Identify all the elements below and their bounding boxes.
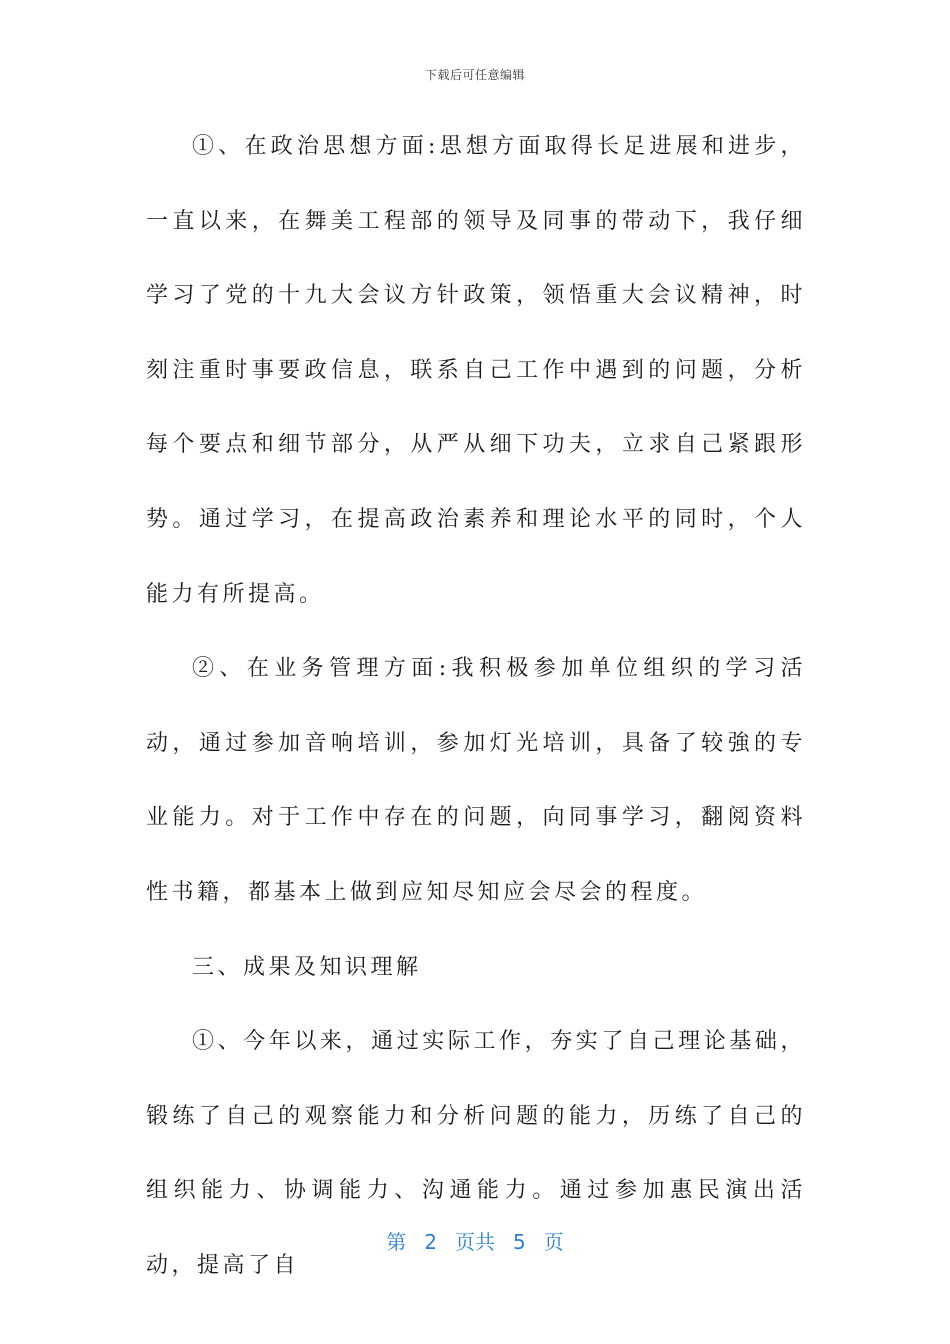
footer-current-page: 2 [424,1230,437,1254]
footer-middle: 页共 [455,1230,495,1254]
paragraph-business-management: ②、在业务管理方面:我积极参加单位组织的学习活动，通过参加音响培训，参加灯光培训，具备了较強的专业能力。对于工作中存在的问题，向同事学习，翻阅资料性书籍，都基本上做到应知尽知应会尽会的程度。 [146,656,806,905]
footer-prefix: 第 [386,1230,407,1254]
paragraph-political-thought: ①、在政治思想方面:思想方面取得长足进展和进步，一直以来，在舞美工程部的领导及同事的带动下，我仔细学习了党的十九大会议方针政策，领悟重大会议精神，时刻注重时事要政信息，联系自己工作中遇到的问题，分析每个要点和细节部分，从严从细下功夫，立求自己紧跟形势。通过学习，在提高政治素养和理论水平的同时，个人能力有所提高。 [146,134,806,607]
footer-total-pages: 5 [513,1230,526,1254]
page-footer [0,1226,950,1255]
footer-suffix: 页 [543,1230,564,1254]
page-header: 下载后可任意编辑 [424,68,525,82]
section-heading-achievements: 三、成果及知识理解 [192,954,422,980]
document-body [146,110,806,1304]
paragraph-achievements: ①、今年以来，通过实际工作，夯实了自己理论基础，锻练了自己的观察能力和分析问题的能力，历练了自己的组织能力、协调能力、沟通能力。通过参加惠民演出活动，提高了自 [146,1029,806,1278]
